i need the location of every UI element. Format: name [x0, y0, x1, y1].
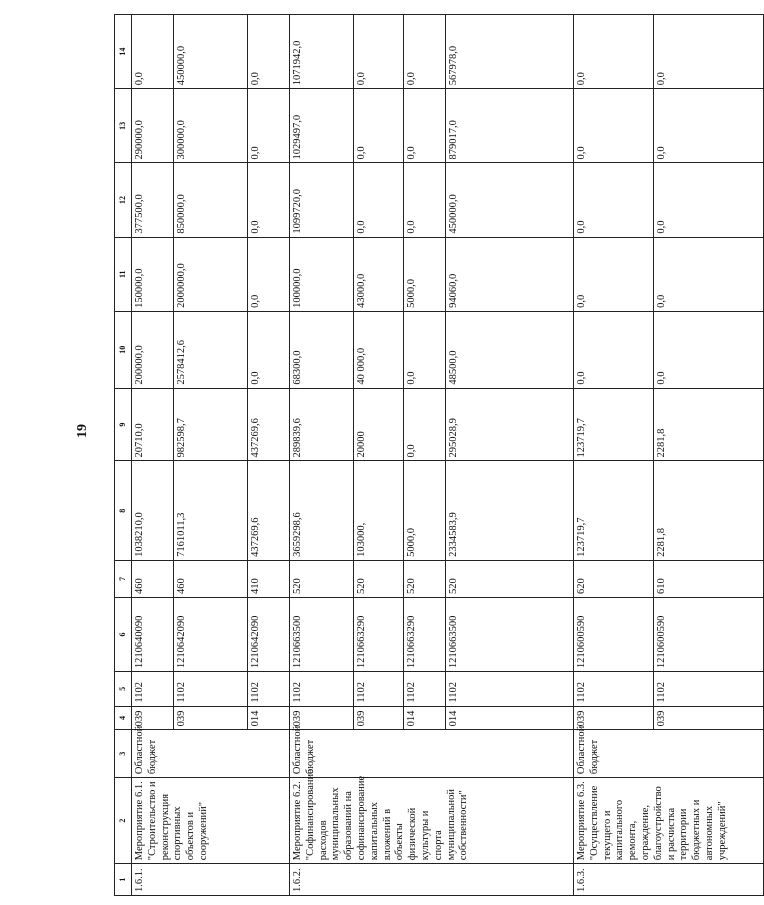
event-description: Мероприятие 6.2. "Софинансирование расходов муниципальных образований на софинансирование капитальных вложений в объекты физической культуры и спорта муниципальной собственности" [290, 778, 574, 864]
cell-col-9: 295028,9 [446, 388, 574, 461]
cell-col-5: 1102 [174, 672, 248, 706]
cell-col-9: 20000 [354, 388, 404, 461]
header-row [115, 15, 132, 896]
cell-col-10: 0,0 [574, 311, 654, 388]
column-header: 8 [115, 461, 132, 560]
cell-col-9: 437269,6 [248, 388, 290, 461]
cell-col-6: 1210600590 [654, 597, 764, 671]
cell-col-6: 1210642090 [248, 597, 290, 671]
column-header: 6 [115, 597, 132, 671]
column-header: 14 [115, 15, 132, 89]
cell-col-14: 0,0 [654, 15, 764, 89]
cell-col-13: 0,0 [654, 89, 764, 163]
cell-col-10: 48500,0 [446, 311, 574, 388]
cell-col-7: 520 [446, 560, 574, 597]
cell-col-6: 1210663290 [404, 597, 446, 671]
column-header: 4 [115, 706, 132, 730]
cell-col-11: 94060,0 [446, 237, 574, 311]
cell-col-11: 150000,0 [132, 237, 174, 311]
funding-source: Областной бюджет [132, 730, 290, 778]
cell-col-12: 0,0 [654, 163, 764, 237]
table-row [132, 15, 174, 896]
cell-col-11: 0,0 [574, 237, 654, 311]
row-id: 1.6.2. [290, 864, 574, 896]
column-header: 10 [115, 311, 132, 388]
cell-col-12: 0,0 [248, 163, 290, 237]
cell-col-8: 123719,7 [574, 461, 654, 560]
cell-col-13: 0,0 [248, 89, 290, 163]
cell-col-8: 3659298,6 [290, 461, 354, 560]
cell-col-14: 1071942,0 [290, 15, 354, 89]
column-header: 9 [115, 388, 132, 461]
cell-col-5: 1102 [404, 672, 446, 706]
cell-col-4: 014 [446, 706, 574, 730]
budget-table [114, 14, 764, 896]
cell-col-11: 0,0 [248, 237, 290, 311]
cell-col-5: 1102 [574, 672, 654, 706]
cell-col-6: 1210663500 [290, 597, 354, 671]
cell-col-13: 0,0 [354, 89, 404, 163]
cell-col-7: 520 [354, 560, 404, 597]
cell-col-13: 300000,0 [174, 89, 248, 163]
cell-col-14: 0,0 [132, 15, 174, 89]
cell-col-7: 460 [174, 560, 248, 597]
cell-col-4: 014 [404, 706, 446, 730]
cell-col-14: 0,0 [248, 15, 290, 89]
cell-col-10: 40 000,0 [354, 311, 404, 388]
row-id: 1.6.1. [132, 864, 290, 896]
cell-col-4: 039 [654, 706, 764, 730]
cell-col-13: 0,0 [404, 89, 446, 163]
cell-col-6: 1210640090 [132, 597, 174, 671]
cell-col-10: 0,0 [654, 311, 764, 388]
event-description: Мероприятие 6.1. "Строительство и реконструкция спортивных объектов и сооружений" [132, 778, 290, 864]
column-header: 13 [115, 89, 132, 163]
cell-col-10: 0,0 [404, 311, 446, 388]
cell-col-6: 1210663500 [446, 597, 574, 671]
page-number: 19 [75, 424, 90, 438]
cell-col-5: 1102 [354, 672, 404, 706]
cell-col-8: 437269,6 [248, 461, 290, 560]
cell-col-5: 1102 [446, 672, 574, 706]
cell-col-7: 520 [290, 560, 354, 597]
cell-col-13: 290000,0 [132, 89, 174, 163]
row-id: 1.6.3. [574, 864, 764, 896]
cell-col-12: 1099720,0 [290, 163, 354, 237]
funding-source: Областной бюджет [574, 730, 764, 778]
cell-col-8: 103000, [354, 461, 404, 560]
cell-col-9: 2281,8 [654, 388, 764, 461]
column-header: 5 [115, 672, 132, 706]
cell-col-8: 5000,0 [404, 461, 446, 560]
cell-col-5: 1102 [248, 672, 290, 706]
column-header: 11 [115, 237, 132, 311]
cell-col-7: 460 [132, 560, 174, 597]
cell-col-4: 014 [248, 706, 290, 730]
cell-col-10: 200000,0 [132, 311, 174, 388]
cell-col-4: 039 [290, 706, 354, 730]
table-row [574, 15, 654, 896]
cell-col-9: 20710,0 [132, 388, 174, 461]
cell-col-4: 039 [132, 706, 174, 730]
cell-col-9: 123719,7 [574, 388, 654, 461]
cell-col-9: 0,0 [404, 388, 446, 461]
cell-col-5: 1102 [132, 672, 174, 706]
cell-col-13: 0,0 [574, 89, 654, 163]
cell-col-14: 0,0 [574, 15, 654, 89]
cell-col-6: 1210642090 [174, 597, 248, 671]
cell-col-6: 1210600590 [574, 597, 654, 671]
cell-col-4: 039 [574, 706, 654, 730]
column-header: 7 [115, 560, 132, 597]
cell-col-9: 982598,7 [174, 388, 248, 461]
cell-col-11: 2000000,0 [174, 237, 248, 311]
cell-col-12: 377500,0 [132, 163, 174, 237]
cell-col-13: 879017,0 [446, 89, 574, 163]
table-body [132, 15, 764, 896]
cell-col-4: 039 [354, 706, 404, 730]
cell-col-14: 450000,0 [174, 15, 248, 89]
cell-col-8: 1038210,0 [132, 461, 174, 560]
cell-col-7: 410 [248, 560, 290, 597]
cell-col-5: 1102 [290, 672, 354, 706]
column-header: 2 [115, 778, 132, 864]
cell-col-10: 68300,0 [290, 311, 354, 388]
cell-col-7: 610 [654, 560, 764, 597]
cell-col-6: 1210663290 [354, 597, 404, 671]
cell-col-4: 039 [174, 706, 248, 730]
column-header: 12 [115, 163, 132, 237]
cell-col-14: 567978,0 [446, 15, 574, 89]
cell-col-12: 0,0 [574, 163, 654, 237]
cell-col-12: 850000,0 [174, 163, 248, 237]
cell-col-14: 0,0 [404, 15, 446, 89]
cell-col-12: 450000,0 [446, 163, 574, 237]
cell-col-8: 2281,8 [654, 461, 764, 560]
column-header: 1 [115, 864, 132, 896]
cell-col-10: 2578412,6 [174, 311, 248, 388]
cell-col-14: 0,0 [354, 15, 404, 89]
column-header: 3 [115, 730, 132, 778]
cell-col-5: 1102 [654, 672, 764, 706]
cell-col-9: 289839,6 [290, 388, 354, 461]
cell-col-11: 0,0 [654, 237, 764, 311]
cell-col-13: 1029497,0 [290, 89, 354, 163]
cell-col-12: 0,0 [404, 163, 446, 237]
cell-col-7: 520 [404, 560, 446, 597]
event-description: Мероприятие 6.3. "Осуществление текущего и капитального ремонта, ограждение, благоустройство и расчистка территории бюджетных и автономных учреждений" [574, 778, 764, 864]
cell-col-8: 2334583,9 [446, 461, 574, 560]
cell-col-11: 100000,0 [290, 237, 354, 311]
cell-col-10: 0,0 [248, 311, 290, 388]
cell-col-11: 5000,0 [404, 237, 446, 311]
cell-col-8: 7161011,3 [174, 461, 248, 560]
table-row [290, 15, 354, 896]
funding-source: Областной бюджет [290, 730, 574, 778]
cell-col-11: 43000,0 [354, 237, 404, 311]
rotated-table-container [114, 14, 728, 896]
cell-col-7: 620 [574, 560, 654, 597]
cell-col-12: 0,0 [354, 163, 404, 237]
